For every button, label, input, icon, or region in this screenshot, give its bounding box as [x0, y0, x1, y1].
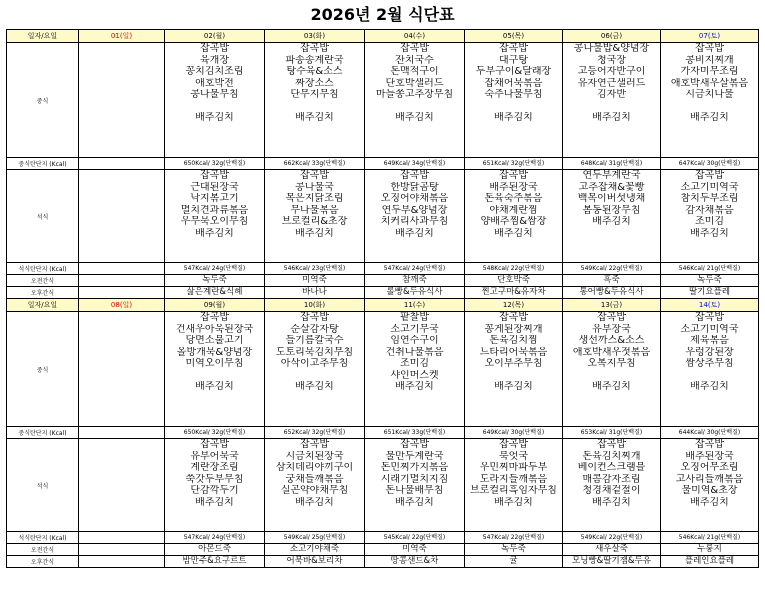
kcal-value: 651Kcal/ 32g(단백질)	[465, 158, 563, 170]
pm_snack-label: 오후간식	[7, 287, 79, 299]
menu-item: 탕수육&소스	[286, 66, 343, 77]
dinner-row	[7, 170, 759, 263]
menu-item: 배추김치	[690, 112, 729, 123]
menu-item: 시금치된장국	[285, 450, 344, 462]
menu-item: 순살감자탕	[290, 323, 339, 335]
menu-item: 돈육김치찌개	[582, 450, 641, 462]
menu-item: 콩나물국	[295, 181, 334, 193]
am_snack-label: 오전간식	[7, 275, 79, 287]
dinner-menu-cell	[365, 170, 465, 263]
menu-item: 소고기미역국	[680, 323, 739, 335]
menu-item: 잔치국수	[395, 54, 434, 66]
menu-item	[563, 370, 660, 382]
snack-item	[79, 275, 165, 287]
menu-item	[165, 101, 264, 113]
snack-item: 단호박죽	[465, 275, 563, 287]
kcal-value: 547Kcal/ 24g(단백질)	[165, 263, 265, 275]
menu-item: 느타리어묵볶음	[479, 346, 548, 358]
menu-item: 궁채들깨볶음	[285, 473, 344, 485]
menu-item: 참치두부조림	[680, 193, 739, 204]
menu-item: 유자연근샐러드	[577, 77, 646, 89]
day-header: 06(금)	[563, 30, 661, 43]
menu-item: 삼치데리야끼구이	[275, 462, 354, 473]
dinner-menu-cell	[79, 439, 165, 532]
menu-item: 잡곡밥	[499, 170, 528, 181]
dinner-menu-cell	[165, 170, 265, 263]
menu-item: 유부어묵국	[190, 450, 239, 462]
menu-item: 감자채볶음	[685, 204, 734, 216]
lunch-label: 중식	[7, 312, 79, 427]
dinner-menu-cell	[661, 170, 759, 263]
menu-item: 애호박전	[195, 77, 234, 89]
kcal-value: 549Kcal/ 22g(단백질)	[563, 532, 661, 544]
day-header: 13(금)	[563, 299, 661, 312]
menu-item: 매콤감자조림	[582, 473, 641, 485]
lunch-menu-cell	[165, 43, 265, 158]
menu-item: 대구탕	[499, 54, 528, 66]
am_snack-row	[7, 275, 759, 287]
menu-item: 고추잡채&꽃빵	[578, 181, 645, 193]
kcal-value: 546Kcal/ 23g(단백질)	[265, 263, 365, 275]
dinner-menu-cell	[563, 439, 661, 532]
dinner-menu-cell	[563, 170, 661, 263]
lunch-menu-cell	[465, 312, 563, 427]
menu-item: 단무지무침	[290, 89, 339, 100]
menu-item: 한방닭곰탕	[390, 181, 439, 193]
kcal-value	[79, 158, 165, 170]
menu-item: 고사리들깨볶음	[675, 473, 744, 485]
menu-item: 유부장국	[592, 323, 631, 335]
kcal-value	[79, 532, 165, 544]
menu-item: 실곤약야채무침	[280, 485, 349, 496]
menu-item	[661, 370, 758, 382]
dinner_kcal-row	[7, 263, 759, 275]
menu-item: 봄동된장무침	[582, 204, 641, 216]
menu-item	[465, 101, 562, 113]
lunch-menu-cell	[265, 43, 365, 158]
menu-item: 배추김치	[494, 227, 533, 239]
day-header-row	[7, 30, 759, 43]
kcal-value: 653Kcal/ 31g(단백질)	[563, 427, 661, 439]
menu-item: 쑥갓두부무침	[185, 473, 244, 485]
menu-item	[365, 101, 464, 113]
snack-item: 귤	[465, 556, 563, 568]
menu-item: 배추김치	[195, 381, 234, 392]
pm_snack-row	[7, 287, 759, 299]
menu-item: 배추김치	[395, 227, 434, 239]
menu-item: 소고기미역국	[680, 181, 739, 193]
snack-item: 어묵바&보리차	[265, 556, 365, 568]
dinner_kcal-label: 석식탄단지 (Kcal)	[7, 532, 79, 544]
lunch-menu-cell	[465, 43, 563, 158]
am_snack-row	[7, 544, 759, 556]
snack-item: 삶은계란&식혜	[165, 287, 265, 299]
menu-item: 배추김치	[295, 496, 334, 508]
menu-item: 배추김치	[295, 227, 334, 239]
menu-item: 잡곡밥	[300, 312, 329, 323]
menu-item: 물만두계란국	[385, 450, 444, 462]
menu-item: 잡곡밥	[695, 170, 724, 181]
lunch-row	[7, 312, 759, 427]
menu-item: 도라지들깨볶음	[479, 473, 548, 485]
menu-item: 배추김치	[195, 496, 234, 508]
menu-item: 배추김치	[690, 227, 729, 239]
menu-item: 단호박샐러드	[385, 77, 444, 89]
snack-item: 누룽지	[661, 544, 759, 556]
menu-item: 근대된장국	[190, 181, 239, 193]
menu-item: 양배추찜&쌈장	[480, 216, 547, 227]
menu-item: 애호박새우살볶음	[670, 77, 749, 89]
menu-item	[465, 370, 562, 382]
lunch_kcal-row	[7, 158, 759, 170]
lunch-label: 중식	[7, 43, 79, 158]
kcal-value: 546Kcal/ 21g(단백질)	[661, 263, 759, 275]
snack-item: 딸기요플레	[661, 287, 759, 299]
kcal-value: 547Kcal/ 24g(단백질)	[165, 532, 265, 544]
snack-item: 소고기야채죽	[265, 544, 365, 556]
day-header: 03(화)	[265, 30, 365, 43]
menu-item: 꽁치김치조림	[185, 66, 244, 77]
day-header: 04(수)	[365, 30, 465, 43]
menu-item: 잡곡밥	[400, 43, 429, 54]
menu-item: 북엇국	[499, 450, 528, 462]
menu-item: 시금치나물	[685, 89, 734, 100]
menu-item: 배추김치	[295, 112, 334, 123]
menu-item: 배추김치	[690, 496, 729, 508]
dinner-menu-cell	[465, 439, 563, 532]
menu-item: 짜장소스	[295, 77, 334, 89]
menu-item: 조미김	[695, 216, 724, 227]
menu-item: 청국장	[597, 54, 626, 66]
kcal-value: 644Kcal/ 30g(단백질)	[661, 427, 759, 439]
menu-item: 멸치견과류볶음	[180, 204, 249, 216]
day-header: 10(화)	[265, 299, 365, 312]
menu-item: 잡곡밥	[300, 439, 329, 450]
snack-item: 모닝빵&딸기잼&두유	[563, 556, 661, 568]
snack-item	[79, 544, 165, 556]
page-title: 2026년 2월 식단표	[310, 5, 455, 24]
snack-item: 밤만주&요구르트	[165, 556, 265, 568]
menu-item: 우무묵오이무침	[180, 216, 249, 227]
menu-item: 팥찰밥	[400, 312, 429, 323]
menu-item: 배추김치	[494, 381, 533, 392]
lunch-menu-cell	[365, 43, 465, 158]
menu-item: 브로컬리&초장	[281, 216, 348, 227]
snack-item	[79, 287, 165, 299]
kcal-value: 650Kcal/ 32g(단백질)	[165, 427, 265, 439]
lunch-menu-cell	[79, 312, 165, 427]
menu-item: 잡채어묵볶음	[484, 77, 543, 89]
menu-item: 도토리묵김치무침	[275, 346, 354, 358]
day-header: 01(일)	[79, 30, 165, 43]
day-header-row	[7, 299, 759, 312]
menu-item: 배추김치	[494, 496, 533, 508]
menu-item: 잡곡밥	[200, 170, 229, 181]
menu-item: 배추김치	[395, 381, 434, 392]
menu-item: 오징어야채볶음	[380, 193, 449, 204]
menu-item: 배추김치	[395, 112, 434, 123]
menu-item: 잡곡밥	[200, 439, 229, 450]
menu-item: 단감깍두기	[190, 485, 239, 496]
menu-item: 치커리사과무침	[380, 216, 449, 227]
snack-item: 바나나	[265, 287, 365, 299]
menu-item: 돈육숙주볶음	[484, 193, 543, 204]
menu-item: 애호박새우젓볶음	[572, 346, 651, 358]
menu-item: 잡곡밥	[400, 439, 429, 450]
day-header: 07(토)	[661, 30, 759, 43]
menu-item: 배추된장국	[685, 450, 734, 462]
menu-item: 배추김치	[592, 216, 631, 227]
menu-item: 잡곡밥	[597, 312, 626, 323]
dinner-row	[7, 439, 759, 532]
snack-item: 참깨죽	[365, 275, 465, 287]
menu-item: 잡곡밥	[695, 439, 724, 450]
menu-item: 무나물볶음	[290, 204, 339, 216]
snack-item: 롤빵&두유식사	[365, 287, 465, 299]
menu-item: 미역오이무침	[185, 358, 244, 369]
kcal-value: 662Kcal/ 33g(단백질)	[265, 158, 365, 170]
snack-item: 녹두죽	[165, 275, 265, 287]
dinner-menu-cell	[465, 170, 563, 263]
pm_snack-label: 오후간식	[7, 556, 79, 568]
snack-item: 아몬드죽	[165, 544, 265, 556]
menu-item: 건새우아욱된장국	[175, 323, 254, 335]
menu-item	[265, 370, 364, 382]
lunch-menu-cell	[661, 312, 759, 427]
dinner_kcal-label: 석식탄단지 (Kcal)	[7, 263, 79, 275]
kcal-value: 545Kcal/ 22g(단백질)	[365, 532, 465, 544]
menu-item: 배추김치	[592, 112, 631, 123]
menu-item: 육개장	[200, 54, 229, 66]
dinner-menu-cell	[365, 439, 465, 532]
kcal-value: 648Kcal/ 31g(단백질)	[563, 158, 661, 170]
kcal-value: 549Kcal/ 22g(단백질)	[563, 263, 661, 275]
day-header: 12(목)	[465, 299, 563, 312]
menu-item: 청경채겉절이	[582, 485, 641, 496]
kcal-value: 649Kcal/ 30g(단백질)	[465, 427, 563, 439]
snack-item: 플레인요플레	[661, 556, 759, 568]
snack-item: 녹두죽	[661, 275, 759, 287]
kcal-value	[79, 427, 165, 439]
kcal-value: 650Kcal/ 32g(단백질)	[165, 158, 265, 170]
menu-item: 가자미무조림	[680, 66, 739, 77]
menu-item	[563, 101, 660, 113]
snack-item: 녹두죽	[465, 544, 563, 556]
kcal-value: 549Kcal/ 25g(단백질)	[265, 532, 365, 544]
menu-item: 생선까스&소스	[578, 335, 645, 346]
menu-item: 배추김치	[494, 112, 533, 123]
snack-item: 통어빵&두유식사	[563, 287, 661, 299]
menu-item: 배추된장국	[489, 181, 538, 193]
menu-item: 배추김치	[195, 227, 234, 239]
menu-item: 임연수구이	[390, 335, 439, 346]
menu-item: 잡곡밥	[300, 43, 329, 54]
kcal-value: 647Kcal/ 30g(단백질)	[661, 158, 759, 170]
lunch-menu-cell	[563, 43, 661, 158]
lunch-menu-cell	[365, 312, 465, 427]
am_snack-label: 오전간식	[7, 544, 79, 556]
kcal-value: 548Kcal/ 22g(단백질)	[465, 263, 563, 275]
menu-item: 목은지닭조림	[285, 193, 344, 204]
menu-item: 연두부계란국	[582, 170, 641, 181]
menu-item: 잡곡밥	[200, 312, 229, 323]
menu-item: 꽁게된장찌개	[484, 323, 543, 335]
kcal-value: 649Kcal/ 34g(단백질)	[365, 158, 465, 170]
menu-item: 브로컬리흑임자무침	[470, 485, 557, 496]
menu-item: 김자반	[597, 89, 626, 100]
menu-item: 돈민찌가지볶음	[380, 462, 449, 473]
kcal-value	[79, 263, 165, 275]
menu-item: 낙지볶고기	[190, 193, 239, 204]
dinner-menu-cell	[265, 439, 365, 532]
dinner-menu-cell	[79, 170, 165, 263]
menu-item	[265, 101, 364, 113]
menu-item: 배추김치	[195, 112, 234, 123]
menu-item: 콩나물밥&양념장	[573, 43, 650, 54]
menu-item: 당면소불고기	[185, 335, 244, 346]
menu-item: 오복지무침	[587, 358, 636, 369]
day-header: 05(목)	[465, 30, 563, 43]
menu-item: 돈나물배무침	[385, 485, 444, 496]
lunch-menu-cell	[265, 312, 365, 427]
menu-item: 야채계란찜	[489, 204, 538, 216]
menu-item: 잡곡밥	[695, 43, 724, 54]
menu-item: 베이컨스크램블	[577, 462, 646, 473]
menu-item: 잡곡밥	[695, 312, 724, 323]
menu-item: 오이부추무침	[484, 358, 543, 369]
menu-item: 두부구이&달래장	[475, 66, 552, 77]
menu-item: 잡곡밥	[499, 312, 528, 323]
menu-item: 연두부&양념장	[381, 204, 448, 216]
menu-item: 잡곡밥	[400, 170, 429, 181]
menu-item: 숙주나물무침	[484, 89, 543, 100]
menu-item: 들기름칼국수	[285, 335, 344, 346]
lunch-menu-cell	[661, 43, 759, 158]
menu-item: 콩나물무침	[190, 89, 239, 100]
snack-item: 찐고구마&유자차	[465, 287, 563, 299]
menu-item: 제육볶음	[690, 335, 729, 346]
menu-item: 계란장조림	[190, 462, 239, 473]
menu-item: 배추김치	[395, 496, 434, 508]
menu-item: 배추김치	[690, 381, 729, 392]
menu-item: 마늘쫑고추장무침	[375, 89, 454, 100]
menu-item: 쌈상추무침	[685, 358, 734, 369]
snack-item: 흑죽	[563, 275, 661, 287]
day-header: 08(일)	[79, 299, 165, 312]
dinner-label: 석식	[7, 170, 79, 263]
lunch-menu-cell	[563, 312, 661, 427]
lunch-menu-cell	[79, 43, 165, 158]
day-label: 일자/요일	[7, 299, 79, 312]
dinner-menu-cell	[661, 439, 759, 532]
kcal-value: 547Kcal/ 24g(단백질)	[365, 263, 465, 275]
snack-item: 미역죽	[265, 275, 365, 287]
menu-item: 건취나물볶음	[385, 346, 444, 358]
menu-item	[661, 101, 758, 113]
menu-item: 오징어무조림	[680, 462, 739, 473]
pm_snack-row	[7, 556, 759, 568]
menu-item: 물미역&초장	[681, 485, 738, 496]
menu-table	[6, 29, 759, 568]
lunch-row	[7, 43, 759, 158]
menu-item: 파송송계란국	[285, 54, 344, 66]
menu-item: 조미김	[400, 358, 429, 369]
day-header: 14(토)	[661, 299, 759, 312]
snack-item: 미역죽	[365, 544, 465, 556]
menu-item: 우렁강된장	[685, 346, 734, 358]
dinner-menu-cell	[265, 170, 365, 263]
kcal-value: 546Kcal/ 21g(단백질)	[661, 532, 759, 544]
lunch-menu-cell	[165, 312, 265, 427]
menu-item: 아삭이고추무침	[280, 358, 349, 369]
dinner-label: 석식	[7, 439, 79, 532]
snack-item	[79, 556, 165, 568]
menu-item: 배추김치	[592, 381, 631, 392]
menu-item: 잡곡밥	[499, 43, 528, 54]
dinner_kcal-row	[7, 532, 759, 544]
menu-item: 잡곡밥	[499, 439, 528, 450]
kcal-value: 547Kcal/ 22g(단백질)	[465, 532, 563, 544]
menu-item: 돈맥적구이	[390, 66, 439, 77]
menu-item: 잡곡밥	[300, 170, 329, 181]
day-label: 일자/요일	[7, 30, 79, 43]
kcal-value: 652Kcal/ 32g(단백질)	[265, 427, 365, 439]
menu-item: 올방개묵&양념장	[176, 346, 253, 358]
menu-item: 콩비지찌개	[685, 54, 734, 66]
lunch_kcal-label: 중식탄단지 (Kcal)	[7, 427, 79, 439]
day-header: 09(월)	[165, 299, 265, 312]
menu-item: 돈육김치찜	[489, 335, 538, 346]
menu-item: 배추김치	[592, 496, 631, 508]
menu-item: 소고기무국	[390, 323, 439, 335]
lunch_kcal-label: 중식탄단지 (Kcal)	[7, 158, 79, 170]
menu-item: 잡곡밥	[597, 439, 626, 450]
snack-item: 땅콩샌드&차	[365, 556, 465, 568]
menu-item: 우민찌마파두부	[479, 462, 548, 473]
menu-item	[165, 370, 264, 382]
kcal-value: 651Kcal/ 33g(단백질)	[365, 427, 465, 439]
menu-item: 배추김치	[295, 381, 334, 392]
day-header: 11(수)	[365, 299, 465, 312]
lunch_kcal-row	[7, 427, 759, 439]
menu-item: 고등어자반구이	[577, 66, 646, 77]
menu-item: 샤인머스켓	[390, 369, 439, 381]
day-header: 02(월)	[165, 30, 265, 43]
dinner-menu-cell	[165, 439, 265, 532]
snack-item: 새우살죽	[563, 544, 661, 556]
menu-item: 시래기멸치지짐	[380, 473, 449, 485]
menu-item: 백목이버섯냉채	[577, 193, 646, 204]
menu-item: 잡곡밥	[200, 43, 229, 54]
